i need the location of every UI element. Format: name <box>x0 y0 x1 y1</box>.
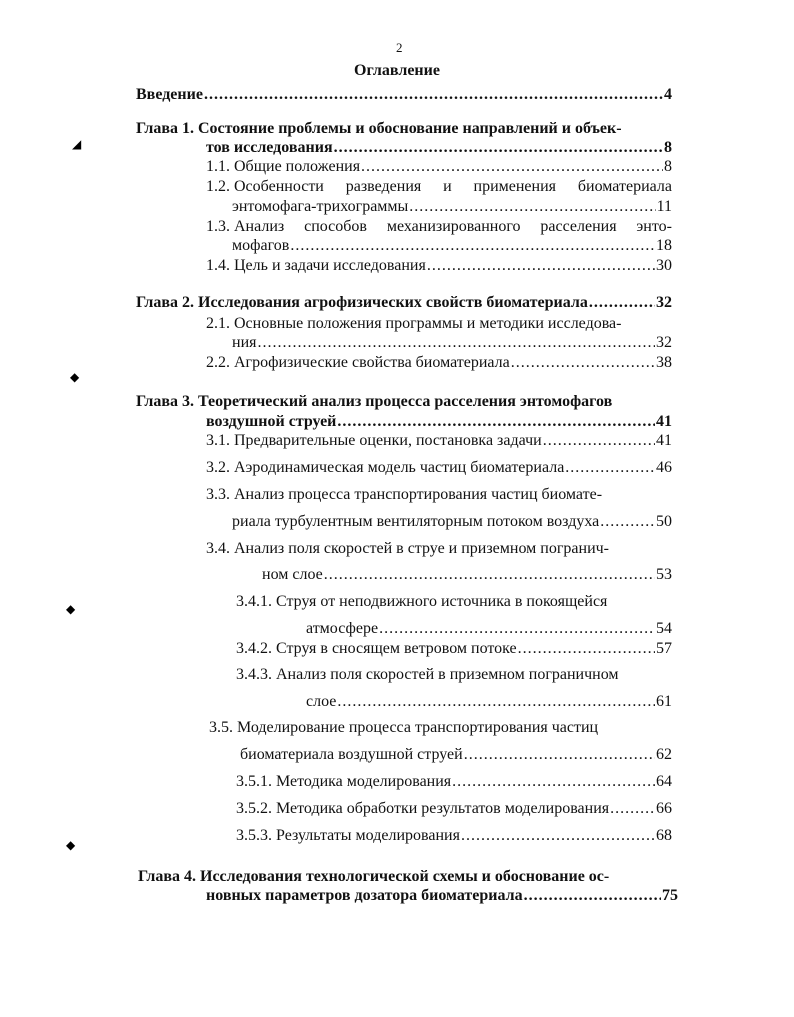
scan-mark: ◆ <box>66 838 76 852</box>
toc-section-3-5-1: 3.5.1. Методика моделирования ..... 64 <box>236 773 672 791</box>
toc-section-1-2-line1: 1.2. Особенности разведения и применения биоматериала <box>206 178 672 195</box>
toc-entry-intro <box>136 86 672 104</box>
dot-leader <box>524 887 661 905</box>
toc-chapter-3-line1: Глава 3. Теоретический анализ процесса расселения энтомофагов <box>136 393 613 410</box>
scan-mark: ◆ <box>66 602 76 616</box>
dot-leader <box>290 237 655 255</box>
dot-leader <box>452 773 655 791</box>
scan-mark: ◢ <box>72 137 82 151</box>
toc-section-2-1-line2: ния ..... 32 <box>232 334 672 352</box>
toc-section-3-3-line2: риала турбулентным вентиляторным потоком воздуха ..... 50 <box>232 513 672 531</box>
toc-section-3-1: 3.1. Предварительные оценки, постановка задачи ..... 41 <box>206 432 672 450</box>
toc-section-3-4-1-line1: 3.4.1. Струя от неподвижного источника в покоящейся <box>236 593 608 610</box>
toc-section-1-4: 1.4. Цель и задачи исследования ..... 30 <box>206 257 672 275</box>
dot-leader <box>589 294 655 312</box>
toc-chapter-4-line2: новных параметров дозатора биоматериала ..... 75 <box>206 887 678 905</box>
toc-chapter-1-line2: тов исследования ..... 8 <box>206 139 672 157</box>
dot-leader <box>610 800 655 818</box>
toc-section-1-3-line1: 1.3. Анализ способов механизированного расселения энто- <box>206 218 672 235</box>
dot-leader <box>600 513 655 531</box>
toc-section-1-2-line2: энтомофага-трихограммы ..... 11 <box>232 198 672 216</box>
toc-section-3-5-line1: 3.5. Моделирование процесса транспортирования частиц <box>209 719 599 736</box>
toc-section-3-4-1-line2: атмосфере ..... 54 <box>306 620 672 638</box>
dot-leader <box>337 693 655 711</box>
toc-entry-page: 4 <box>664 86 672 103</box>
dot-leader <box>257 334 655 352</box>
toc-chapter-3-line2: воздушной струей ..... 41 <box>206 413 672 431</box>
toc-section-3-3-line1: 3.3. Анализ процесса транспортирования частиц биомате- <box>206 486 603 503</box>
toc-section-3-4-3-line2: слое ..... 61 <box>306 693 672 711</box>
dot-leader <box>379 620 655 638</box>
toc-section-1-3-line2: мофагов ..... 18 <box>232 237 672 255</box>
toc-section-3-4-line2: ном слое ..... 53 <box>262 566 672 584</box>
toc-entry-label: Введение <box>136 86 203 103</box>
toc-section-2-2: 2.2. Агрофизические свойства биоматериала ..... 38 <box>206 354 672 372</box>
dot-leader <box>518 640 655 658</box>
toc-chapter-4-line1: Глава 4. Исследования технологической схемы и обоснование ос- <box>138 868 610 885</box>
dot-leader <box>361 158 663 176</box>
toc-section-3-5-2: 3.5.2. Методика обработки результатов моделирования ..... 66 <box>236 800 672 818</box>
toc-section-2-1-line1: 2.1. Основные положения программы и методики исследова- <box>206 315 622 332</box>
dot-leader <box>324 566 655 584</box>
toc-chapter-2: Глава 2. Исследования агрофизических свойств биоматериала ..... 32 <box>136 294 672 312</box>
dot-leader <box>543 432 655 450</box>
dot-leader <box>204 86 663 104</box>
dot-leader <box>427 257 655 275</box>
toc-title: Оглавление <box>354 62 440 79</box>
dot-leader <box>461 827 655 845</box>
toc-section-3-4-2: 3.4.2. Струя в сносящем ветровом потоке ..... 57 <box>236 640 672 658</box>
toc-section-3-4-3-line1: 3.4.3. Анализ поля скоростей в приземном пограничном <box>236 666 619 683</box>
dot-leader <box>511 354 655 372</box>
toc-chapter-1-line1: Глава 1. Состояние проблемы и обоснование направлений и объек- <box>136 120 622 137</box>
page-number: 2 <box>396 40 403 55</box>
dot-leader <box>464 746 655 764</box>
dot-leader <box>334 139 663 157</box>
dot-leader <box>409 198 655 216</box>
toc-section-3-5-line2: биоматериала воздушной струей ..... 62 <box>240 746 672 764</box>
toc-section-3-5-3: 3.5.3. Результаты моделирования ..... 68 <box>236 827 672 845</box>
dot-leader <box>565 459 655 477</box>
scan-mark: ◆ <box>70 370 80 384</box>
toc-section-3-4-line1: 3.4. Анализ поля скоростей в струе и приземном погранич- <box>206 540 610 557</box>
toc-section-3-2: 3.2. Аэродинамическая модель частиц биоматериала ..... 46 <box>206 459 672 477</box>
toc-section-1-1: 1.1. Общие положения ..... 8 <box>206 158 672 176</box>
dot-leader <box>337 413 655 431</box>
